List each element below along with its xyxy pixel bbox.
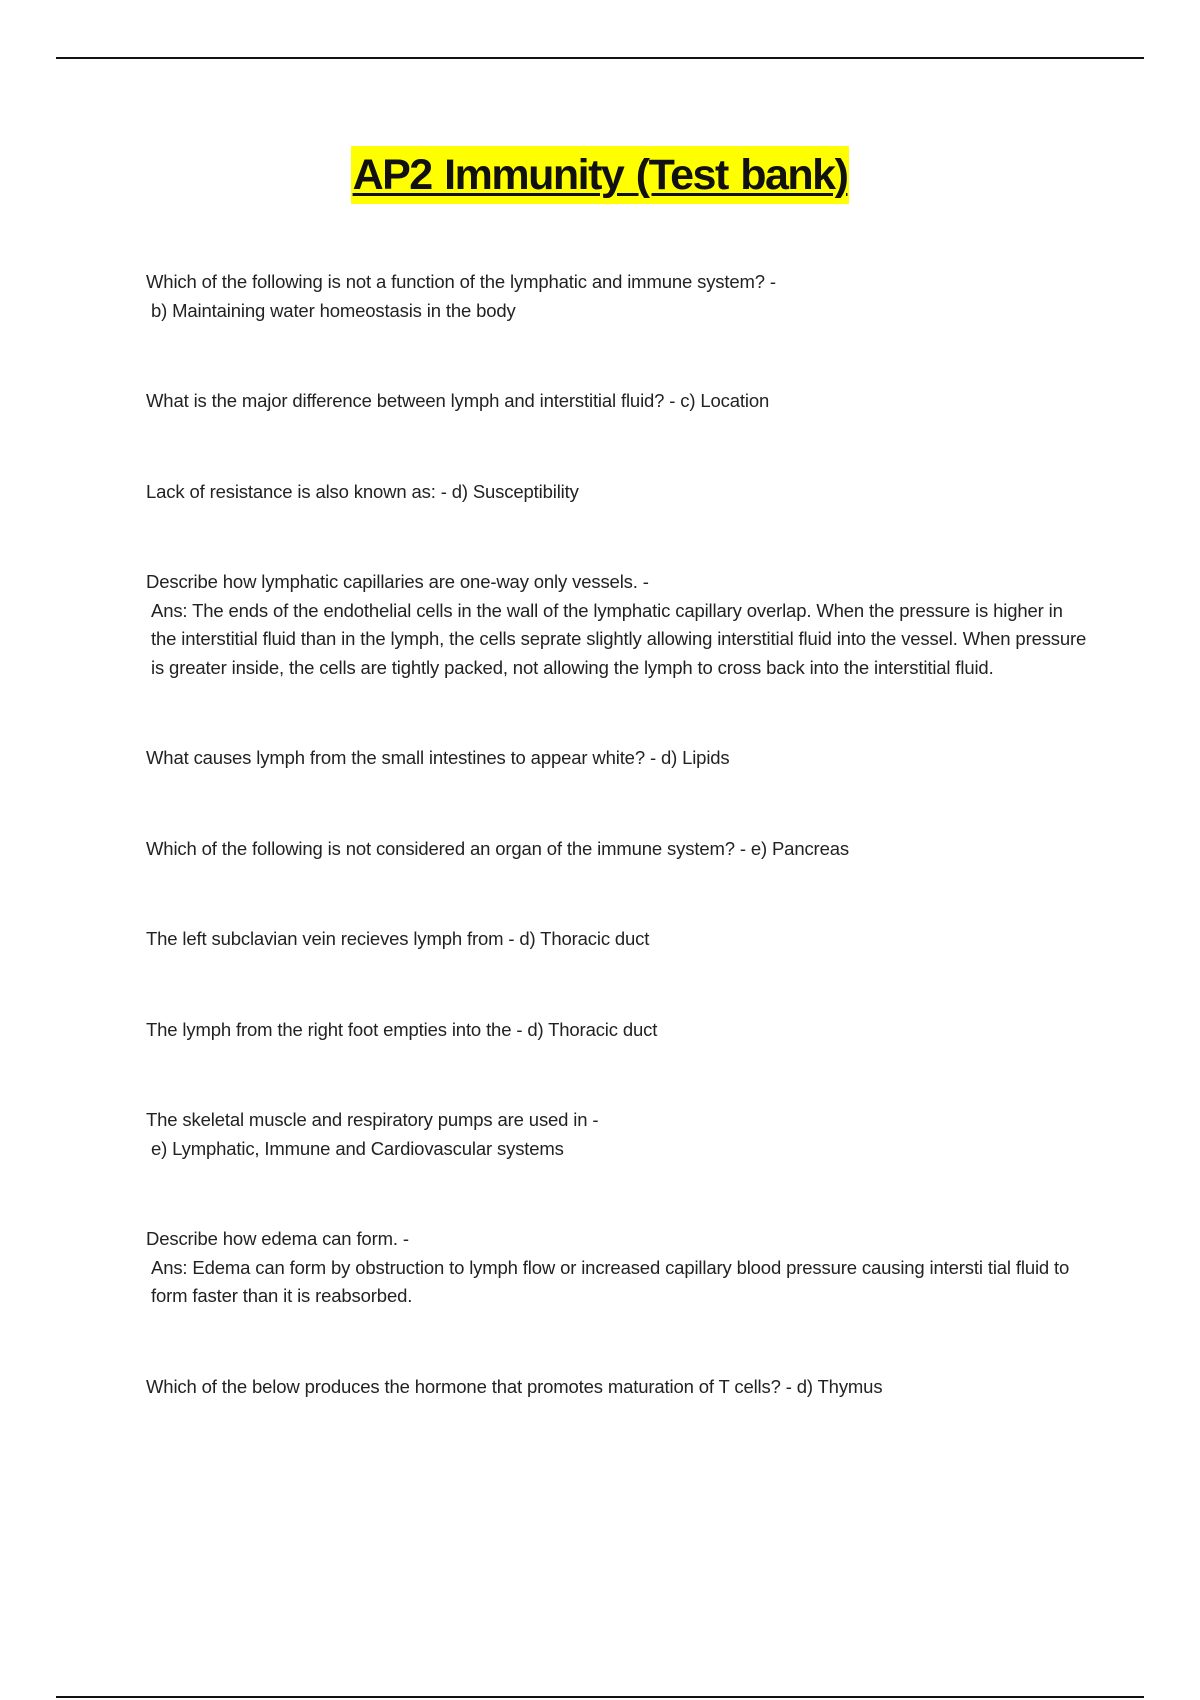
- qa-item: [146, 568, 1092, 682]
- qa-item: [146, 268, 1092, 325]
- answer-text: Ans: Edema can form by obstruction to lymph flow or increased capillary blood pressure causing intersti tial fluid to form faster than it is reabsorbed.: [151, 1256, 1070, 1306]
- question-text: The skeletal muscle and respiratory pumps are used in -: [146, 1109, 599, 1130]
- qa-item: [146, 835, 1092, 864]
- answer-text: e) Lymphatic, Immune and Cardiovascular systems: [151, 1137, 564, 1159]
- qa-item: [146, 1373, 1092, 1402]
- qa-item: [146, 1106, 1092, 1163]
- question-list: [146, 268, 1092, 1401]
- question-text: What causes lymph from the small intestines to appear white? - d) Lipids: [146, 747, 730, 768]
- top-rule: [56, 57, 1144, 59]
- question-text: Describe how edema can form. -: [146, 1228, 409, 1249]
- question-text: The lymph from the right foot empties into the - d) Thoracic duct: [146, 1018, 658, 1040]
- question-text: Which of the below produces the hormone that promotes maturation of T cells? - d) Thymus: [146, 1375, 883, 1397]
- question-text: The left subclavian vein recieves lymph from - d) Thoracic duct: [146, 928, 650, 949]
- answer-text: b) Maintaining water homeostasis in the body: [151, 299, 516, 321]
- title-container: [0, 146, 1200, 204]
- bottom-rule: [56, 1696, 1144, 1698]
- document-title: AP2 Immunity (Test bank): [351, 146, 850, 204]
- question-text: Lack of resistance is also known as: - d) Susceptibility: [146, 480, 579, 502]
- qa-item: [146, 1016, 1092, 1045]
- answer-text: Ans: The ends of the endothelial cells in the wall of the lymphatic capillary overlap. When the pressure is higher in the interstitial fluid than in the lymph, the cells seprate slightly allowing interstitial fluid into the vessel. When pressure is greater inside, the cells are tightly packed, not allowing the lymph to cross back into the interstitial fluid.: [151, 599, 1087, 678]
- question-text: What is the major difference between lymph and interstitial fluid? - c) Location: [146, 390, 770, 411]
- qa-item: [146, 1225, 1092, 1311]
- qa-item: [146, 387, 1092, 416]
- qa-item: [146, 478, 1092, 507]
- qa-item: [146, 744, 1092, 773]
- question-text: Which of the following is not considered an organ of the immune system? - e) Pancreas: [146, 837, 849, 859]
- question-text: Describe how lymphatic capillaries are one-way only vessels. -: [146, 571, 649, 592]
- question-text: Which of the following is not a function of the lymphatic and immune system? -: [146, 271, 776, 292]
- qa-item: [146, 925, 1092, 954]
